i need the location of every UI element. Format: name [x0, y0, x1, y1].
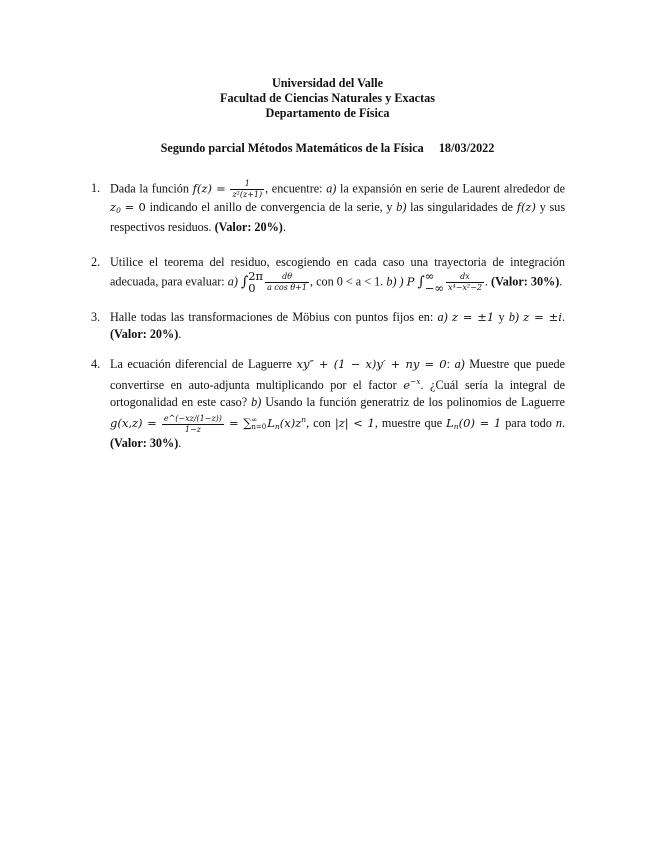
fraction-denominator: x⁴−x²−2	[447, 283, 482, 292]
text-segment: indicando el anillo de convergencia de la serie, y	[149, 200, 393, 214]
text-segment: . ¿Cuál sería la integral de ortogonalidad en este caso?	[110, 378, 565, 409]
text-segment: Usando la función generatriz de los polinomios de Laguerre	[265, 395, 565, 409]
part-label-b: b)	[251, 395, 262, 409]
principal-value: P	[406, 274, 415, 289]
fraction	[265, 273, 309, 292]
math-L0	[446, 416, 501, 430]
text-segment: las singularidades de	[410, 200, 513, 214]
lower-limit: −∞	[424, 280, 444, 295]
text-segment: , encuentre:	[265, 181, 323, 196]
fraction-denominator: a cos θ+1	[267, 283, 307, 292]
exam-title	[0, 141, 655, 156]
superscript: n	[301, 415, 307, 424]
part-label-a: a)	[454, 357, 465, 371]
text-segment: Muestre que puede convertirse en auto-adjunta multiplicando por el factor	[110, 357, 565, 392]
math-fixed-points-b: z = ±i	[523, 310, 562, 324]
question-text	[110, 180, 565, 236]
question-value: (Valor: 30%)	[110, 436, 179, 450]
math-symbol: L	[267, 416, 275, 430]
math-f: f(z) =	[192, 181, 226, 196]
text-segment: Utilice el teorema del residuo, escogiendo en cada caso una trayectoria de integración adecuada, para evaluar:	[110, 255, 565, 289]
math-n: n	[555, 416, 562, 430]
text-segment: y sus respectivos residuos.	[110, 200, 566, 234]
fraction-numerator: e^(−xz/(1−z))	[163, 413, 222, 423]
integral-limits	[248, 271, 263, 294]
text-segment: La ecuación diferencial de Laguerre	[110, 357, 292, 371]
question-value: (Valor: 20%)	[110, 327, 179, 341]
lower-limit: 0	[248, 280, 256, 295]
math-condition: |z| < 1	[334, 416, 375, 430]
part-label-a: a)	[437, 310, 448, 324]
text-segment: , con	[306, 416, 331, 430]
text-segment: .	[561, 416, 566, 430]
faculty-name: Facultad de Ciencias Naturales y Exactas	[220, 91, 435, 105]
text-segment: .	[282, 220, 286, 234]
math-fixed-points-a: z = ±1	[451, 310, 495, 324]
fraction-denominator: z²(z+1)	[232, 190, 263, 199]
integral-sign: ∫	[240, 274, 249, 290]
text-segment: .	[178, 327, 182, 341]
part-label-a: a)	[326, 181, 337, 196]
lower-limit: n=0	[251, 423, 267, 431]
subscript: n	[274, 422, 280, 431]
math-sum-term	[267, 416, 306, 430]
math-symbol: (x)z	[279, 416, 302, 430]
text-segment: .	[178, 436, 182, 450]
integral-limits	[425, 271, 444, 294]
text-segment: , con 0 < a < 1.	[309, 274, 384, 289]
part-label-b: b)	[396, 200, 407, 214]
superscript: −x	[410, 377, 421, 386]
question-number: 3.	[91, 310, 101, 324]
fraction-numerator: dx	[446, 273, 484, 283]
math-factor	[403, 378, 420, 392]
text-segment: :	[446, 357, 451, 371]
question-value: (Valor: 30%)	[491, 274, 560, 289]
sum-sign: = ∑	[228, 416, 252, 430]
question-text	[110, 309, 565, 343]
question-number: 4.	[91, 357, 101, 371]
math-symbol: L	[446, 416, 454, 430]
text-segment: .	[484, 274, 488, 289]
integral-sign: ∫	[417, 274, 425, 290]
exam-date: 18/03/2022	[438, 141, 495, 155]
math-symbol: e	[403, 378, 410, 392]
exam-title-text: Segundo parcial Métodos Matemáticos de la Física	[160, 141, 424, 155]
text-segment: y	[498, 310, 505, 324]
fraction-numerator: 1	[230, 180, 264, 190]
subscript: 0	[116, 206, 121, 215]
math-z0	[110, 200, 121, 214]
question-text	[110, 356, 565, 452]
upper-limit: ∞	[424, 269, 435, 283]
text-segment: .	[559, 274, 563, 289]
math-generating-function: g(x,z) =	[110, 416, 157, 430]
question-number: 2.	[91, 255, 101, 269]
fraction	[162, 415, 224, 434]
question-number: 1.	[91, 181, 101, 195]
university-name: Universidad del Valle	[271, 76, 384, 90]
math-symbol: (0) = 1	[458, 416, 502, 430]
math-symbol: z	[110, 200, 117, 214]
upper-limit: 2π	[248, 269, 264, 283]
document-header	[0, 76, 655, 121]
part-label-b: b) )	[386, 274, 404, 289]
part-label-a: a)	[227, 274, 238, 289]
math-laguerre-equation: xy″ + (1 − x)y′ + ny = 0	[296, 357, 447, 371]
fraction-numerator: dθ	[265, 273, 309, 283]
math-value: = 0	[124, 200, 146, 214]
fraction	[446, 273, 484, 292]
text-segment: la expansión en serie de Laurent alrededor de	[340, 181, 566, 196]
math-fz: f(z)	[516, 200, 536, 214]
text-segment: para todo	[505, 416, 552, 430]
math-sum	[229, 416, 267, 430]
text-segment: Dada la función	[110, 181, 189, 196]
text-segment: , muestre que	[374, 416, 443, 430]
sum-limits	[251, 417, 266, 431]
text-segment: Halle todas las transformaciones de Möbius con puntos fijos en:	[110, 310, 434, 324]
part-label-b: b)	[508, 310, 519, 324]
text-segment: .	[561, 310, 565, 324]
subscript: n	[453, 422, 459, 431]
fraction	[230, 180, 264, 199]
question-text	[110, 254, 565, 294]
upper-limit: ∞	[251, 416, 258, 424]
department-name: Departamento de Física	[265, 106, 390, 120]
question-value: (Valor: 20%)	[214, 220, 283, 234]
fraction-denominator: 1−z	[184, 424, 201, 434]
